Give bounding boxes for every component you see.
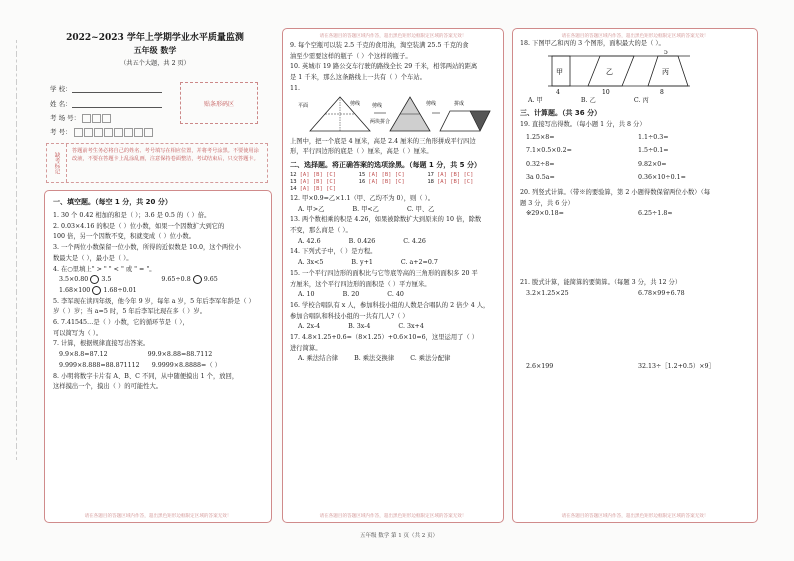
question-10b: 是 1 千米，那么这条路线上一共有（ ）个车站。 (290, 74, 426, 82)
dim-label: 10 (602, 88, 610, 96)
question-5b: 岁（ ）岁；当 a=5 时，5 年后李军比现在多（ ）岁。 (53, 308, 206, 316)
fig-label: 剪线 (426, 100, 437, 107)
option-a: A. 42.6 (298, 237, 321, 245)
q21-item-4: 32.13÷［1.2+0.5）×9］ (638, 362, 715, 370)
section-fill-in (44, 190, 272, 523)
shapes-figure (544, 50, 694, 96)
question-7-row1 (53, 350, 263, 361)
option-a: A. 3x<5 (298, 259, 324, 267)
answer-bubble-row[interactable] (359, 179, 428, 185)
q4a-right: 3.5 (101, 276, 112, 284)
shape-yi: 乙 (606, 67, 613, 76)
q4a-left: 3.5×0.80 (59, 276, 89, 284)
calc-item: 1.5÷0.1= (638, 147, 669, 155)
question-18: 18. 下图甲乙和丙的 3 个图形，面积最大的是（ ）。 (520, 40, 665, 47)
q4b-right: 9.65 (203, 276, 218, 284)
direct-calc-grid (520, 131, 750, 184)
option-c: C. 乘法分配律 (410, 355, 451, 363)
q21-item-3: 2.6×199 (526, 362, 554, 370)
bubble-question-number: 14 (290, 185, 297, 192)
page-number: 五年级 数学 第 1 页（共 2 页） (360, 533, 438, 539)
question-4-row1 (53, 275, 263, 286)
bubble-question-number: 18 (427, 178, 434, 185)
calc-item: 0.32÷8= (526, 160, 555, 168)
name-label: 姓 名 (50, 100, 66, 108)
q7a: 9.9×8.8=87.12 (59, 351, 108, 359)
absent-mark-label: 缺考标记 (47, 144, 67, 182)
option-a: A. 2x-4 (298, 323, 321, 331)
q20-items (520, 209, 750, 220)
compare-circle[interactable] (90, 275, 99, 284)
exam-info: （共五个大题，共 2 页） (120, 60, 190, 67)
option-b: B. 20 (342, 291, 360, 299)
calc-item: 3a 0.5a= (526, 173, 555, 181)
bubble-options[interactable]: [A] [B] [C] (299, 185, 337, 192)
option-b: B. 乘法交换律 (354, 355, 395, 363)
answer-bubble-grid (290, 172, 496, 192)
boundary-note: 请在各题目的答题区域内作答，超出黑色矩形边框限定区域的答案无效！ (319, 514, 467, 519)
option-a: A. 甲 (528, 96, 543, 104)
answer-bubble-row[interactable] (290, 179, 359, 185)
binding-margin (6, 40, 30, 521)
bubble-options[interactable]: [A] [B] [C] (299, 178, 337, 185)
question-15b: 方厘米，这个平行四边形的面积是（ ）平方厘米。 (290, 280, 431, 288)
question-8b: 这样摸出一个，摸出（ ）的可能性大。 (53, 383, 163, 391)
school-label: 学 校 (50, 85, 66, 93)
q4c-right: 1.68÷0.01 (103, 286, 137, 294)
question-16a: 16. 学校合唱队有 x 人，参加科技小组的人数是合唱队的 2 倍少 4 人， (290, 301, 490, 309)
q7c: 9.999×8.888=88.871112 (59, 361, 140, 369)
question-7-row2 (53, 361, 263, 372)
fig-label: 拼成 (454, 100, 465, 107)
option-a: A. 乘法结合律 (298, 355, 339, 363)
bubble-question-number: 15 (358, 171, 366, 178)
q13-options (290, 237, 496, 248)
question-4: 4. 在○里填上" > " " < " 或 " = "。 (53, 265, 156, 273)
question-15a: 15. 一个平行四边形的面积比与它等底等高的三角形的面积多 20 平 (290, 269, 478, 277)
compare-circle[interactable] (92, 286, 101, 295)
school-field[interactable]: 学 校： (50, 84, 162, 93)
option-b: B. 3x-4 (348, 323, 371, 331)
question-1: 1. 30 个 0.42 相加的和是（ ）；3.6 是 0.5 的（ ）倍。 (53, 212, 211, 219)
calc-item: 9.82×0= (638, 160, 667, 168)
question-13b: 不变，那么商是（ ）。 (290, 227, 352, 235)
question-16b: 参加合唱队和科技小组的一共有几人?（ ） (290, 312, 409, 320)
option-c: C. 40 (387, 291, 404, 299)
q21-row2 (520, 362, 750, 373)
dim-label: 5 (664, 49, 668, 56)
exam-room-label: 考 场 号： (50, 114, 81, 122)
exam-number-label: 考 号： (50, 128, 72, 136)
bubble-question-number: 16 (358, 178, 366, 185)
question-12: 12. 甲×0.9=乙×1.1（甲、乙均不为 0），则（ ）。 (290, 194, 435, 202)
boundary-note-top: 请在各题目的答题区域内作答，超出黑色矩形边框限定区域的答案无效！ (319, 34, 467, 39)
question-9a: 9. 每个空瓶可以装 2.5 千克的食用油，淘空装满 25.5 千克的食 (290, 42, 469, 49)
q7b: 99.9×8.88=88.7112 (147, 351, 213, 359)
option-b: B. y+1 (351, 259, 373, 267)
exam-number-field[interactable] (50, 127, 153, 137)
option-b: B. 甲<乙 (352, 205, 379, 213)
question-11b: 形，平行四边形的底是（ ）厘米，高是（ ）厘米。 (290, 148, 433, 156)
question-19: 19. 直接写出得数。（每小题 1 分，共 8 分） (520, 121, 646, 129)
bubble-options[interactable]: [A] [B] [C] (368, 178, 405, 185)
question-14: 14. 下列式子中，（ ）是方程。 (290, 248, 377, 256)
question-11: 11. (290, 84, 301, 92)
notice-text: 答题前考生务必将自己的姓名、考号填写在相应位置，并将考号涂黑。不要使用涂改液，不要在答题卡上乱涂乱画，注意保持卷面整洁，考试结束后，只交答题卡。 (72, 148, 259, 162)
middle-column (282, 28, 504, 523)
fig-label: 两块拼合 (370, 118, 391, 125)
option-c: C. 3x+4 (398, 323, 424, 331)
question-3b: 数最大是（ ），最小是（ ）。 (53, 254, 133, 262)
q4b-left: 9.65÷0.8 (161, 276, 191, 284)
question-6b: 可以简写为（ ）。 (53, 329, 103, 337)
calc-item: 0.36×10÷0.1= (638, 173, 686, 181)
question-20a: 20. 列竖式计算。（带※的要验算，第 2 小题得数保留两位小数）（每 (520, 188, 711, 196)
work-space[interactable] (520, 300, 750, 362)
bubble-options[interactable]: [A] [B] [C] (368, 171, 405, 178)
name-field[interactable]: 姓 名： (50, 99, 162, 108)
question-21: 21. 脱式计算，能简算的要简算。（每题 3 分，共 12 分） (520, 279, 682, 287)
question-5a: 5. 李军现在读四年级，他今年 9 岁，每年 a 岁，5 年后李军年龄是（ ） (53, 297, 255, 305)
option-c: C. 4.26 (403, 237, 426, 245)
dim-label: 4 (556, 88, 560, 96)
triangle-cut-figure (290, 93, 496, 135)
fig-label: 平面 (298, 102, 309, 109)
notice-box (46, 143, 268, 183)
boundary-note: 请在各题目的答题区域内作答，超出黑色矩形边框限定区域的答案无效！ (84, 514, 232, 519)
bubble-question-number: 17 (427, 171, 434, 178)
page-title: 2022~2023 学年上学期学业水平质量监测 (66, 33, 244, 43)
option-c: C. 甲、乙 (406, 205, 435, 213)
bubble-options[interactable]: [A] [B] [C] (436, 171, 474, 178)
exam-room-field[interactable] (50, 113, 111, 123)
work-space[interactable] (520, 220, 750, 278)
fig-label: 剪线 (350, 100, 361, 107)
calc-item: 1.25×8= (526, 134, 555, 142)
q15-options (290, 290, 496, 301)
q18-options (520, 96, 750, 107)
q21-item-2: 6.78×99+6.78 (638, 289, 685, 297)
question-13a: 13. 两个数相乘的积是 4.26，如果被除数扩大到原来的 10 倍，除数 (290, 216, 482, 224)
dim-label: 8 (660, 88, 664, 96)
question-7: 7. 计算，根据规律直接写出答案。 (53, 340, 150, 348)
answer-bubble-row[interactable] (427, 172, 496, 178)
question-9b: 油至少需要这样的瓶子（ ）个这样的瓶子。 (290, 52, 412, 60)
question-20b: 题 3 分，共 6 分） (520, 199, 574, 207)
option-b: B. 乙 (580, 96, 596, 104)
option-a: A. 甲>乙 (298, 205, 325, 213)
question-2b: 100 倍，另一个因数不变，积就变成（ ）位小数。 (53, 233, 195, 241)
barcode-area: 贴条形码区 (180, 82, 258, 124)
calc-item: 1.1÷0.3= (638, 134, 669, 142)
q17-options (290, 354, 496, 365)
section3-heading: 三、计算题。（共 36 分） (520, 109, 602, 118)
grade-subject: 五年级 数学 (133, 45, 177, 55)
answer-bubble-row[interactable] (290, 186, 359, 192)
option-a: A. 10 (298, 291, 315, 299)
section1-heading: 一、填空题。（每空 1 分，共 20 分） (53, 198, 172, 206)
answer-bubble-row[interactable] (427, 179, 496, 185)
question-11a: 上图中，把一个底是 4 厘米，高是 2.4 厘米的三角形拼成平行四边 (290, 137, 476, 145)
calc-item: 7.1×0.5×0.2= (526, 147, 572, 155)
option-b: B. 0.426 (348, 237, 376, 245)
question-8a: 8. 小明将数字卡片有 A、B、C 不同，从中随便摸出 1 个，放回， (53, 372, 239, 380)
q4c-left: 1.68×100 (59, 286, 91, 294)
question-3a: 3. 一个两位小数保留一位小数，所得的近似数是 10.0，这个两位小 (53, 244, 241, 252)
fig-label: 剪线 (372, 102, 383, 109)
q12-options (290, 205, 496, 216)
compare-circle[interactable] (193, 275, 202, 284)
q21-row1 (520, 289, 750, 300)
bubble-options[interactable]: [A] [B] [C] (436, 178, 474, 185)
option-c: C. 丙 (633, 96, 649, 104)
q14-options (290, 258, 496, 269)
question-2a: 2. 0.03×4.16 的积是（ ）位小数，如果一个因数扩大到它的 (53, 222, 225, 230)
q16-options (290, 322, 496, 333)
q7d: 9.9999×8.8888=（ ） (151, 361, 221, 369)
shape-jia: 甲 (556, 67, 563, 76)
q21-item-1: 3.2×1.25×25 (526, 289, 569, 297)
option-c: C. a+2=0.7 (400, 259, 438, 267)
question-10a: 10. 英城市 19 路公交车行驶的路线全长 29 千米，相邻两站的距离 (290, 63, 478, 71)
right-column (512, 28, 758, 523)
boundary-note: 请在各题目的答题区域内作答，超出黑色矩形边框限定区域的答案无效！ (561, 514, 709, 519)
boundary-note-top: 请在各题目的答题区域内作答，超出黑色矩形边框限定区域的答案无效！ (561, 34, 709, 39)
question-6a: 6. 7.41545…是（ ）小数，它的循环节是（ ）， (53, 319, 189, 327)
answer-bubble-row[interactable] (359, 172, 428, 178)
bubble-question-number: 13 (290, 178, 297, 185)
bubble-options[interactable]: [A] [B] [C] (299, 171, 337, 178)
q20-item-2: 6.25÷1.8≈ (638, 210, 673, 218)
q20-item-1: ※29×0.18= (526, 210, 564, 218)
question-4-row2 (53, 286, 263, 297)
bubble-question-number: 12 (290, 171, 297, 178)
shape-bing: 丙 (662, 67, 669, 76)
section2-heading: 二、选择题。将正确答案的选项涂黑。（每题 1 分，共 5 分） (290, 160, 481, 169)
answer-bubble-row[interactable] (290, 172, 359, 178)
question-17a: 17. 4.8×1.25+0.6=（8×1.25）+0.6×10=6，这里运用了（ ） (290, 334, 479, 342)
question-17b: 进行简算。 (290, 344, 322, 352)
